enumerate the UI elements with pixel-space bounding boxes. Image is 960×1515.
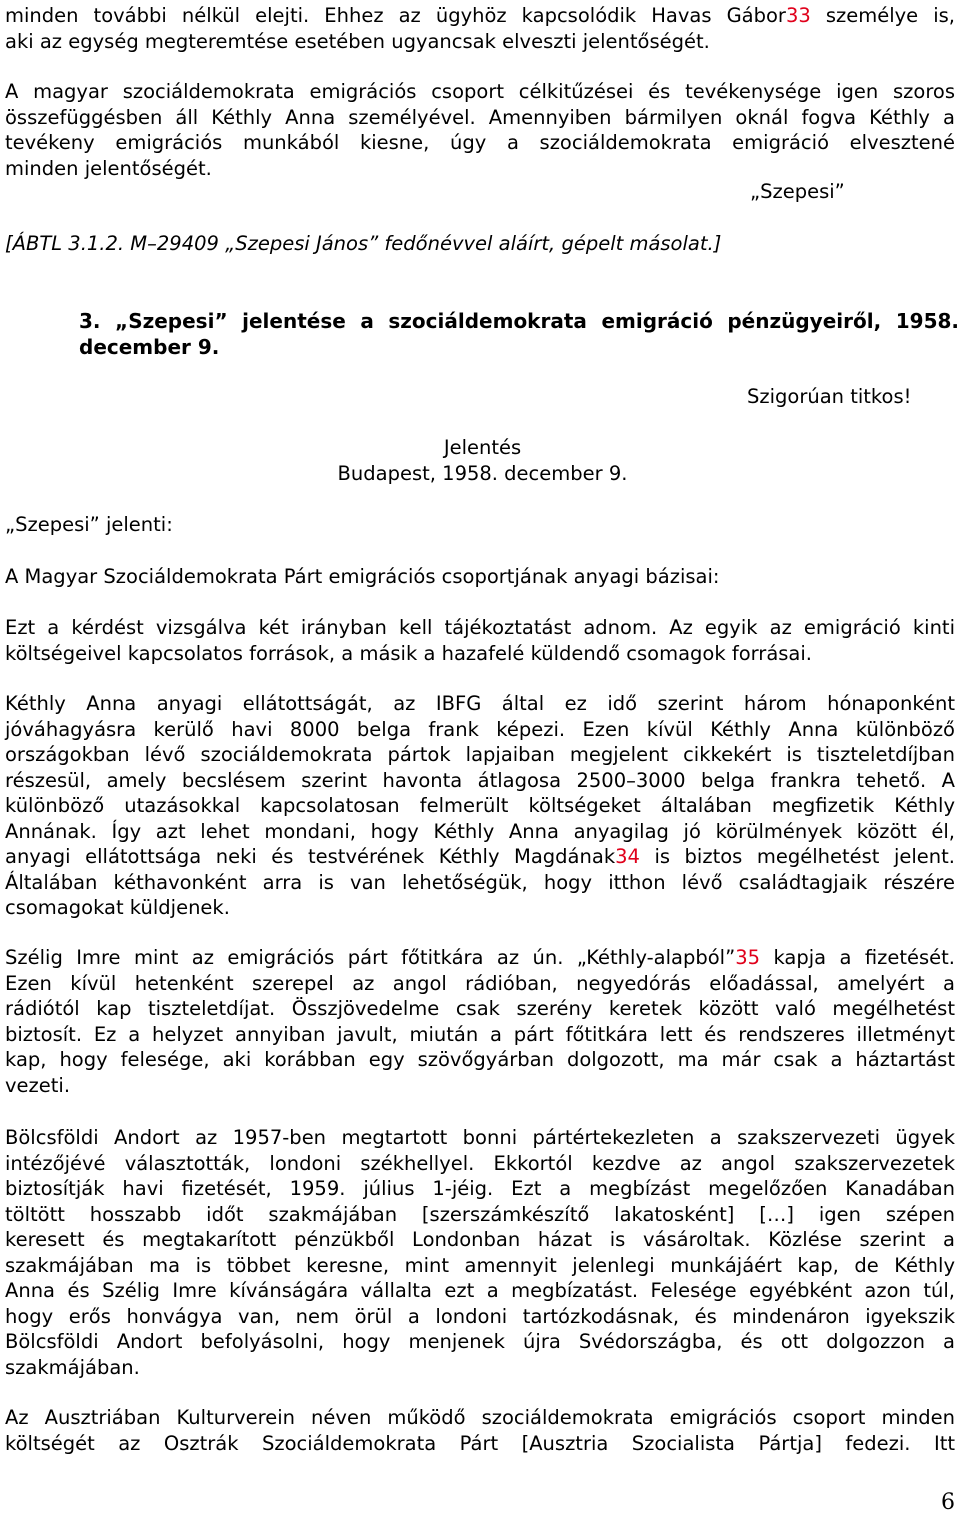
paragraph-4: [5, 691, 955, 921]
text-line: jóváhagyásra kerülő havi 8000 belga frank képezi. Ezen kívül Kéthly Anna különböző: [5, 717, 955, 741]
report-title: Jelentés: [443, 436, 522, 459]
signature: „Szepesi”: [750, 180, 845, 203]
text-line: rádiótól kap tiszteletdíjat. Összjövedelme csak szerény keretek között való megélhetést: [5, 997, 955, 1020]
text-line: szakmájában ma is többet keresne, mint amennyit jelenlegi munkájáért kap, de Kéthly: [5, 1253, 955, 1277]
text-line: anyagi ellátottsága neki és testvérének Kéthly Magdának34 is biztos megélhetést jelent.: [5, 845, 955, 868]
text-line: költségét az Osztrák Szociáldemokrata Párt [Ausztria Szocialista Pártja] fedezi. Itt: [5, 1431, 955, 1455]
text-line: Annának. Így azt lehet mondani, hogy Kéthly Anna anyagilag jó körülmények között él,: [5, 819, 955, 843]
paragraph-7: [5, 1405, 955, 1456]
text-line: intézőjévé választották, londoni székhellyel. Ekkortól kezdve az angol szakszervezetek: [5, 1151, 955, 1175]
footnote-ref[interactable]: 35: [735, 946, 761, 969]
text-line: minden további nélkül elejti. Ehhez az ügyhöz kapcsolódik Havas Gábor33 személye is,: [5, 4, 955, 27]
text-line: minden jelentőségét.: [5, 156, 212, 180]
paragraph-5: [5, 945, 955, 1098]
text-line: töltött hosszabb időt szakmájában [szerszámkészítő lakatosként] […] igen szépen: [5, 1202, 955, 1226]
paragraph-6: [5, 1125, 955, 1380]
text-line: aki az egység megteremtése esetében ugyancsak elveszti jelentőségét.: [5, 29, 710, 53]
text-line: biztosít. Ez a helyzet annyiban javult, miután a párt főtitkára lett és rendszeres illetményt: [5, 1022, 955, 1046]
section-heading: 3. „Szepesi” jelentése a szociáldemokrata emigráció pénzügyeiről, 1958. december 9.: [79, 309, 959, 359]
paragraph-1: [5, 3, 955, 54]
text-line: költségeivel kapcsolatos források, a másik a hazafelé küldendő csomagok forrásai.: [5, 641, 813, 665]
text-line: Az Ausztriában Kulturverein néven működő szociáldemokrata emigrációs csoport minden: [5, 1406, 955, 1429]
text-line: szakmájában.: [5, 1355, 140, 1379]
text-line: Bölcsföldi Andort befolyásolni, hogy menjenek újra Svédországba, és ott dolgozzon a: [5, 1330, 955, 1353]
text-line: Anna és Szélig Imre kívánságára vállalta ezt a megbízatást. Felesége egyébként azon túl,: [5, 1279, 955, 1302]
paragraph-3: [5, 615, 955, 666]
text-line: Bölcsföldi Andort az 1957-ben megtartott bonni pártértekezleten a szakszervezeti ügyek: [5, 1126, 955, 1149]
paragraph-2: [5, 79, 955, 181]
classification-label: Szigorúan titkos!: [747, 385, 912, 408]
text-line: kap, hogy felesége, aki korábban egy szövőgyárban dolgozott, ma már csak a háztartást: [5, 1048, 955, 1071]
text-line: Kéthly Anna anyagi ellátottságát, az IBFG által ez idő szerint három hónaponként: [5, 692, 955, 715]
text-line: tevékeny emigrációs munkából kiesne, úgy a szociáldemokrata emigráció elvesztené: [5, 131, 955, 154]
text-line: különböző utazásokkal kapcsolatosan felmerült költségeket általában megfizetik Kéthly: [5, 794, 955, 817]
report-date: Budapest, 1958. december 9.: [337, 462, 628, 485]
text-line: vezeti.: [5, 1073, 71, 1097]
footnote-ref[interactable]: 34: [615, 845, 640, 868]
text-line: Általában kéthavonként arra is van lehetőségük, hogy itthon lévő családtagjaik részére: [5, 870, 955, 894]
text-line: A magyar szociáldemokrata emigrációs csoport célkitűzései és tevékenysége igen szoros: [5, 80, 955, 103]
text-line: Ezen kívül hetenként szerepel az angol rádióban, negyedórás előadással, amelyért a: [5, 971, 955, 995]
text-line: csomagokat küldjenek.: [5, 896, 230, 919]
report-topic: A Magyar Szociáldemokrata Párt emigrációs csoportjának anyagi bázisai:: [5, 565, 720, 588]
page-number: 6: [941, 1490, 955, 1515]
source-citation: [ÁBTL 3.1.2. M–29409 „Szepesi János” fedőnévvel aláírt, gépelt másolat.]: [5, 232, 722, 255]
footnote-ref[interactable]: 33: [785, 4, 811, 27]
text-line: keresett és megtakarított pénzükből Londonban házat is vásároltak. Közlése szerint a: [5, 1228, 955, 1251]
text-line: biztosítják havi fizetését, 1959. július 1-jéig. Ezt a megbízást megelőzően Kanadában: [5, 1177, 955, 1200]
text-line: országokban lévő szociáldemokrata pártok lapjaiban megjelent cikkekért is tiszteletdíjban: [5, 743, 955, 766]
text-line: részesül, amely becslésem szerint havonta átlagosa 2500–3000 belga frankra tehető. A: [5, 768, 955, 792]
text-line: Ezt a kérdést vizsgálva két irányban kell tájékoztatást adnom. Az egyik az emigráció kinti: [5, 616, 955, 639]
text-line: Szélig Imre mint az emigrációs párt főtitkára az ún. „Kéthly-alapból”35 kapja a fizetését.: [5, 946, 956, 969]
report-intro: „Szepesi” jelenti:: [5, 513, 173, 536]
text-line: összefüggésben áll Kéthly Anna személyével. Amennyiben bármilyen oknál fogva Kéthly a: [5, 105, 955, 129]
text-line: hogy erős honvágya van, nem örül a londoni tartózkodásnak, és mindenáron igyekszik: [5, 1304, 955, 1328]
